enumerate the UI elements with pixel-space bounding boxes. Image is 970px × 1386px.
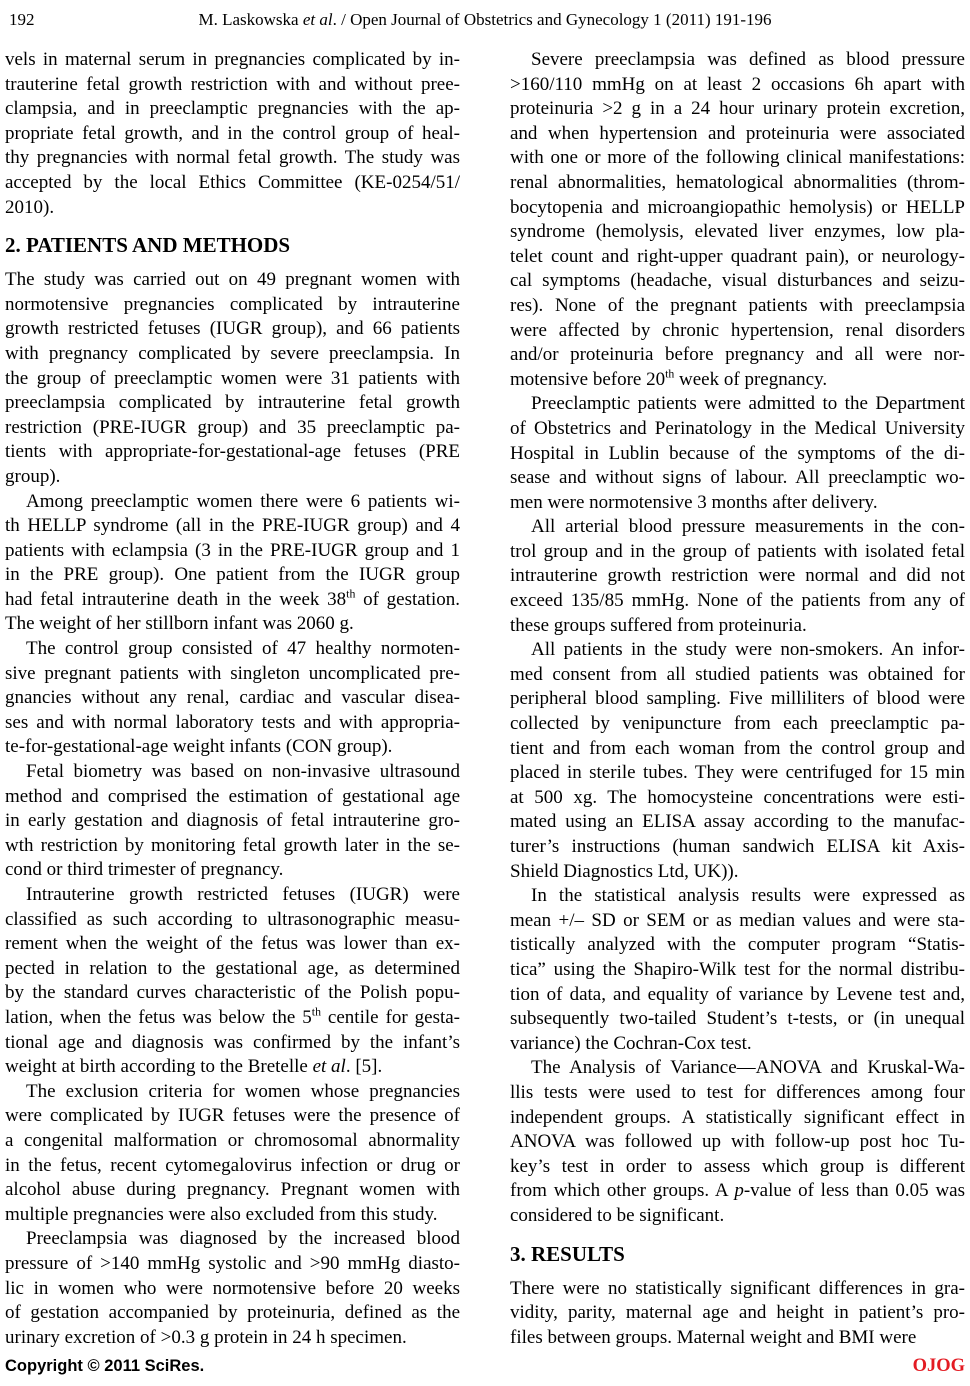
text-line: vels in maternal serum in pregnancies complicated by in- xyxy=(5,49,460,70)
paragraph xyxy=(5,883,460,1080)
text-line: Fetal biometry was based on non-invasive ultrasound xyxy=(26,761,460,783)
text-line: and when hypertension and proteinuria were associated xyxy=(510,122,965,144)
paragraph xyxy=(510,638,965,884)
text-line: renal abnormalities, hematological abnormalities (throm- xyxy=(510,171,965,193)
text-line: Shield Diagnostics Ltd, UK)). xyxy=(510,860,739,882)
text-line: in the fetus, recent cytomegalovirus infection or drug or xyxy=(5,1154,460,1176)
text-line: rement when the weight of the fetus was lower than ex- xyxy=(5,933,460,955)
text-line: thy pregnancies with normal fetal growth. The study was xyxy=(5,147,460,169)
paragraph xyxy=(5,268,460,489)
text-line: Preeclamptic patients were admitted to the Department xyxy=(531,393,965,415)
paragraph xyxy=(510,1056,965,1228)
text-line: sease and without signs of labour. All preeclamptic wo- xyxy=(510,467,965,489)
text-line: exceed 135/85 mmHg. None of the patients from any of xyxy=(510,590,965,612)
text-line: and/or proteinuria before pregnancy and all were nor- xyxy=(510,344,965,366)
text-line: wth restriction by monitoring fetal growth later in the se- xyxy=(5,834,460,856)
text-line: tient and from each woman from the control group and xyxy=(510,737,965,759)
text-line: preeclampsia complicated by intrauterine fetal growth xyxy=(5,392,460,414)
text-line: alcohol abuse during pregnancy. Pregnant women with xyxy=(5,1179,460,1201)
text-line: All arterial blood pressure measurements in the con- xyxy=(531,516,965,538)
text-line: were affected by chronic hypertension, renal disorders xyxy=(510,319,965,341)
text-line: th HELLP syndrome (all in the PRE-IUGR group) and 4 xyxy=(5,515,460,537)
text-line: trauterine fetal growth restriction with and without pree- xyxy=(5,73,460,95)
text-line: at 500 xg. The homocysteine concentrations were esti- xyxy=(510,786,965,808)
paragraph xyxy=(5,1227,460,1350)
text-line: of gestation accompanied by proteinuria, defined as the xyxy=(5,1302,460,1324)
text-line: collected by venipuncture from each preeclamptic pa- xyxy=(510,713,965,735)
paragraph xyxy=(5,48,460,220)
text-line: tional age and diagnosis was confirmed by the infant’s xyxy=(5,1031,460,1053)
text-line: propriate fetal growth, and in the control group of heal- xyxy=(5,122,460,144)
text-line: independent groups. A statistically significant effect in xyxy=(510,1106,965,1128)
text-line: lic in women who were normotensive before 20 weeks xyxy=(5,1277,460,1299)
text-line: clampsia, and in preeclamptic pregnancies with the ap- xyxy=(5,98,460,120)
text-line: Severe preeclampsia was defined as blood pressure xyxy=(531,49,965,70)
text-line: vidity, parity, maternal age and height in patient’s pro- xyxy=(510,1302,965,1324)
text-line: res). None of the pregnant patients with preeclampsia xyxy=(510,294,965,316)
text-line: growth restricted fetuses (IUGR group), and 66 patients xyxy=(5,318,460,340)
text-line: by the standard curves characteristic of the Polish popu- xyxy=(5,982,460,1004)
text-line: trol group and in the group of patients with isolated fetal xyxy=(510,540,965,562)
text-line: method and comprised the estimation of gestational age xyxy=(5,785,460,807)
text-line: in early gestation and diagnosis of fetal intrauterine gro- xyxy=(5,810,460,832)
paragraph xyxy=(5,760,460,883)
paragraph xyxy=(5,637,460,760)
text-line: restriction (PRE-IUGR group) and 35 preeclamptic pa- xyxy=(5,416,460,438)
left-column xyxy=(5,48,460,1350)
text-line: Preeclampsia was diagnosed by the increased blood xyxy=(26,1228,460,1250)
text-line: normotensive pregnancies complicated by intrauterine xyxy=(5,293,460,315)
text-line: Intrauterine growth restricted fetuses (IUGR) were xyxy=(26,884,460,905)
text-line: these groups suffered from proteinuria. xyxy=(510,614,807,636)
section-heading: 2. PATIENTS AND METHODS xyxy=(5,233,291,258)
text-line: The exclusion criteria for women whose pregnancies xyxy=(26,1080,460,1102)
text-line: patients with eclampsia (3 in the PRE-IUGR group and 1 xyxy=(5,539,460,561)
text-line: tica” using the Shapiro-Wilk test for the normal distribu- xyxy=(510,958,965,980)
text-line: proteinuria >2 g in a 24 hour urinary protein excretion, xyxy=(510,98,965,120)
text-line: with pregnancy complicated by severe preeclampsia. In xyxy=(5,342,460,364)
text-line: cal symptoms (headache, visual disturbances and seizu- xyxy=(510,270,965,292)
page-number: 192 xyxy=(9,10,35,29)
text-line: in the PRE group). One patient from the IUGR group xyxy=(5,564,460,586)
text-line: The control group consisted of 47 healthy normoten- xyxy=(26,638,460,660)
text-line: were complicated by IUGR fetuses were the presence of xyxy=(5,1105,460,1127)
text-line: files between groups. Maternal weight and BMI were xyxy=(510,1326,917,1348)
text-line: with one or more of the following clinical manifestations: xyxy=(510,147,965,169)
page-header xyxy=(5,10,965,34)
text-line: variance) the Cochran-Cox test. xyxy=(510,1032,752,1054)
two-column-body xyxy=(5,48,965,1350)
text-line: The study was carried out on 49 pregnant women with xyxy=(5,269,460,291)
text-line: llis tests were used to test for differences among four xyxy=(510,1081,965,1103)
text-line: There were no statistically significant differences in gra- xyxy=(510,1277,965,1299)
text-line: Among preeclamptic women there were 6 patients wi- xyxy=(26,490,460,512)
text-line: classified as such according to ultrasonographic measu- xyxy=(5,908,460,930)
text-line: multiple pregnancies were also excluded from this study. xyxy=(5,1203,438,1225)
paragraph xyxy=(510,392,965,515)
text-line: had fetal intrauterine death in the week 38th of gestation. xyxy=(5,587,460,610)
copyright-notice: Copyright © 2011 SciRes. xyxy=(5,1357,205,1375)
text-line: All patients in the study were non-smokers. An infor- xyxy=(531,639,965,661)
text-line: bocytopenia and microangiopathic hemolysis) or HELLP xyxy=(510,196,965,218)
paragraph xyxy=(5,490,460,638)
text-line: pressure of >140 mmHg systolic and >90 mmHg diasto- xyxy=(5,1252,460,1274)
text-line: subsequently two-tailed Student’s t-tests, or (in unequal xyxy=(510,1008,965,1030)
paragraph xyxy=(510,884,965,1056)
text-line: ses and with normal laboratory tests and with appropria- xyxy=(5,711,460,733)
paragraph xyxy=(510,48,965,392)
text-line: turer’s instructions (human sandwich ELISA kit Axis- xyxy=(510,836,965,857)
text-line: >160/110 mmHg on at least 2 occasions 6h apart with xyxy=(510,73,965,95)
text-line: The Analysis of Variance—ANOVA and Kruskal-Wa- xyxy=(531,1057,965,1079)
text-line: intrauterine growth restriction were normal and did not xyxy=(510,565,965,587)
text-line: weight at birth according to the Bretelle et al. [5]. xyxy=(5,1056,383,1078)
text-line: te-for-gestational-age weight infants (CON group). xyxy=(5,736,393,758)
paragraph xyxy=(510,1277,965,1351)
text-line: tion of data, and equality of variance by Levene test and, xyxy=(510,983,965,1005)
text-line: mated using an ELISA assay according to the manufac- xyxy=(510,811,965,833)
text-line: syndrome (hemolysis, elevated liver enzymes, low pla- xyxy=(510,221,965,243)
text-line: Hospital in Lublin because of the symptoms of the di- xyxy=(510,442,965,464)
text-line: In the statistical analysis results were expressed as xyxy=(531,885,965,907)
text-line: considered to be significant. xyxy=(510,1204,725,1226)
text-line: sive pregnant patients with singleton uncomplicated pre- xyxy=(5,662,460,684)
text-line: group). xyxy=(5,465,61,487)
text-line: The weight of her stillborn infant was 2060 g. xyxy=(5,613,354,635)
paragraph xyxy=(510,515,965,638)
text-line: tients with appropriate-for-gestational-age fetuses (PRE xyxy=(5,441,460,463)
text-line: telet count and right-upper quadrant pain), or neurology- xyxy=(510,245,965,267)
text-line: lation, when the fetus was below the 5th centile for gesta- xyxy=(5,1005,461,1028)
text-line: the group of preeclamptic women were 31 patients with xyxy=(5,367,460,389)
text-line: ANOVA was followed up with follow-up post hoc Tu- xyxy=(510,1131,965,1153)
text-line: mean +/– SD or SEM or as median values and were sta- xyxy=(510,909,965,931)
text-line: urinary excretion of >0.3 g protein in 24 h specimen. xyxy=(5,1326,407,1348)
text-line: gnancies without any renal, cardiac and vascular disea- xyxy=(5,687,460,709)
page-footer xyxy=(5,1356,965,1377)
text-line: a congenital malformation or chromosomal abnormality xyxy=(5,1129,460,1151)
text-line: med consent from all studied patients was obtained for xyxy=(510,663,965,685)
text-line: men were normotensive 3 months after delivery. xyxy=(510,491,878,513)
right-column xyxy=(510,48,965,1350)
section-heading: 3. RESULTS xyxy=(510,1241,625,1266)
text-line: tistically analyzed with the computer program “Statis- xyxy=(510,934,965,956)
text-line: pected in relation to the gestational age, as determined xyxy=(5,957,460,979)
text-line: from which other groups. A p-value of less than 0.05 was xyxy=(510,1180,965,1202)
text-line: key’s test in order to assess which group is different xyxy=(510,1155,965,1177)
text-line: 2010). xyxy=(5,196,55,218)
text-line: motensive before 20th week of pregnancy. xyxy=(510,367,828,390)
text-line: placed in sterile tubes. They were centrifuged for 15 min xyxy=(510,762,965,784)
text-line: cond or third trimester of pregnancy. xyxy=(5,859,284,881)
paragraph xyxy=(5,1080,460,1228)
text-line: of Obstetrics and Perinatology in the Medical University xyxy=(510,417,965,439)
journal-logo: OJOG xyxy=(912,1356,965,1376)
header-citation: M. Laskowska et al. / Open Journal of Obstetrics and Gynecology 1 (2011) 191-196 xyxy=(198,10,772,29)
text-line: peripheral blood sampling. Five milliliters of blood were xyxy=(510,688,965,710)
text-line: accepted by the local Ethics Committee (KE-0254/51/ xyxy=(5,171,460,193)
